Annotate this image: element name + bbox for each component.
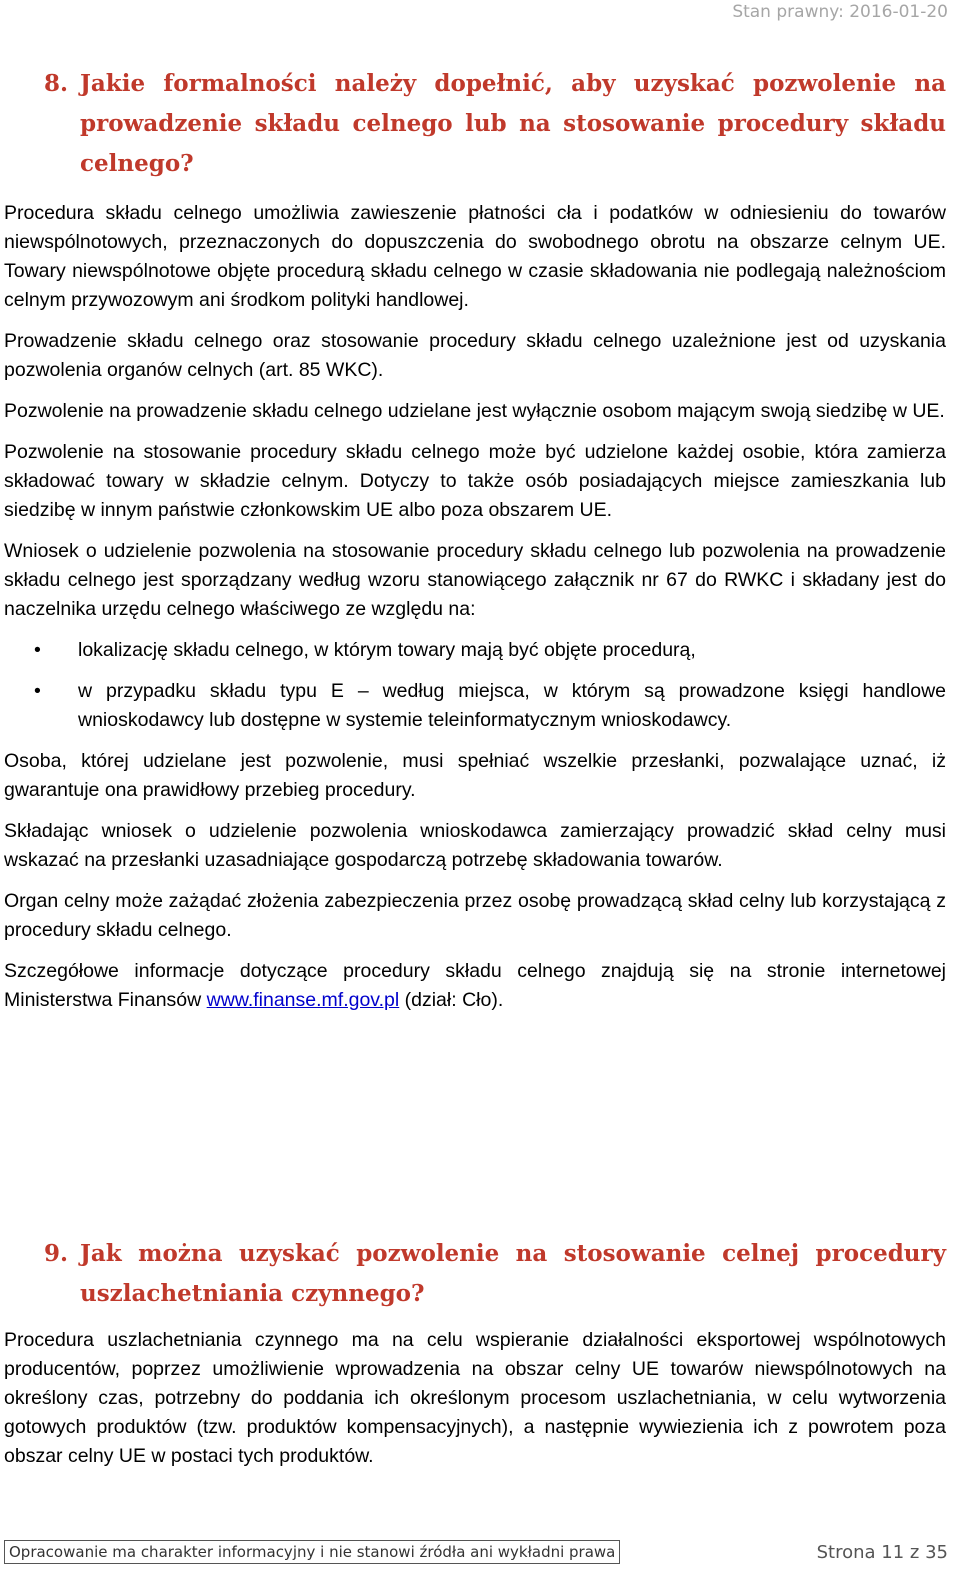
bullet-icon: • (34, 639, 41, 661)
paragraph: Prowadzenie składu celnego oraz stosowanie procedury składu celnego uzależnione jest od uzyskania pozwolenia organów celnych (art. 85 WKC). (4, 330, 946, 381)
paragraph: Osoba, której udzielane jest pozwolenie, musi spełniać wszelkie przesłanki, pozwalające uznać, iż gwarantuje ona prawidłowy przebieg procedury. (4, 750, 946, 801)
list-item-text: lokalizację składu celnego, w którym towary mają być objęte procedurą, (78, 639, 696, 661)
section-9-heading (44, 1234, 946, 1314)
list-item-text: w przypadku składu typu E – według miejsca, w którym są prowadzone księgi handlowe wnioskodawcy lub dostępne w systemie teleinformatycznym wnioskodawcy. (78, 680, 946, 731)
paragraph: Procedura składu celnego umożliwia zawieszenie płatności cła i podatków w odniesieniu do towarów niewspólnotowych, przeznaczonych do dopuszczenia do swobodnego obrotu na obszarze celnym UE. Towary niewspólnotowe objęte procedurą składu celnego w czasie składowania nie podlegają należnościom celnym przywozowym ani środkom polityki handlowej. (4, 202, 946, 311)
ministry-website-link[interactable]: www.finanse.mf.gov.pl (206, 989, 400, 1011)
section-8-number: 8. (44, 70, 69, 97)
paragraph-text: (dział: Cło). (399, 989, 504, 1011)
section-8-heading (44, 64, 946, 184)
paragraph: Składając wniosek o udzielenie pozwolenia wnioskodawca zamierzający prowadzić skład celny musi wskazać na przesłanki uzasadniające gospodarczą potrzebę składowania towarów. (4, 820, 946, 871)
section-8-title: Jakie formalności należy dopełnić, aby uzyskać pozwolenie na prowadzenie składu celnego lub na stosowanie procedury składu celnego? (80, 70, 946, 177)
section-9-title: Jak można uzyskać pozwolenie na stosowanie celnej procedury uszlachetniania czynnego? (80, 1240, 946, 1307)
section-9-number: 9. (44, 1240, 69, 1267)
paragraph: Wniosek o udzielenie pozwolenia na stosowanie procedury składu celnego lub pozwolenia na prowadzenie składu celnego jest sporządzany według wzoru stanowiącego załącznik nr 67 do RWKC i składany jest do naczelnika urzędu celnego właściwego ze względu na: (4, 540, 946, 620)
list-item (4, 677, 946, 735)
paragraph-text: Szczegółowe informacje dotyczące procedury składu celnego znajdują się na stronie internetowej Ministerstwa Finansów (4, 960, 946, 1011)
paragraph-with-link (4, 957, 946, 1015)
paragraph: Pozwolenie na prowadzenie składu celnego udzielane jest wyłącznie osobom mającym swoją siedzibę w UE. (4, 400, 945, 422)
paragraph: Organ celny może zażądać złożenia zabezpieczenia przez osobę prowadzącą skład celny lub korzystającą z procedury składu celnego. (4, 890, 946, 941)
section-9-body (4, 1326, 946, 1483)
paragraph: Pozwolenie na stosowanie procedury składu celnego może być udzielone każdej osobie, która zamierza składować towary w składzie celnym. Dotyczy to także osób posiadających miejsce zamieszkania lub siedzibę w innym państwie członkowskim UE albo poza obszarem UE. (4, 441, 946, 521)
footer-disclaimer: Opracowanie ma charakter informacyjny i nie stanowi źródła ani wykładni prawa (4, 1540, 620, 1564)
section-8-body (4, 199, 946, 1027)
bullet-list (4, 636, 946, 735)
paragraph: Procedura uszlachetniania czynnego ma na celu wspieranie działalności eksportowej wspólnotowych producentów, poprzez umożliwienie wprowadzenia na obszar celny UE towarów niewspólnotowych na określony czas, potrzebny do poddania ich określonym procesom uszlachetniania, w celu wytworzenia gotowych produktów (tzw. produktów kompensacyjnych), a następnie wywiezienia ich z powrotem poza obszar celny UE w postaci tych produktów. (4, 1329, 946, 1467)
legal-status-date: Stan prawny: 2016-01-20 (732, 2, 948, 22)
bullet-icon: • (34, 680, 41, 702)
list-item (4, 636, 946, 665)
page-number: Strona 11 z 35 (816, 1542, 948, 1563)
